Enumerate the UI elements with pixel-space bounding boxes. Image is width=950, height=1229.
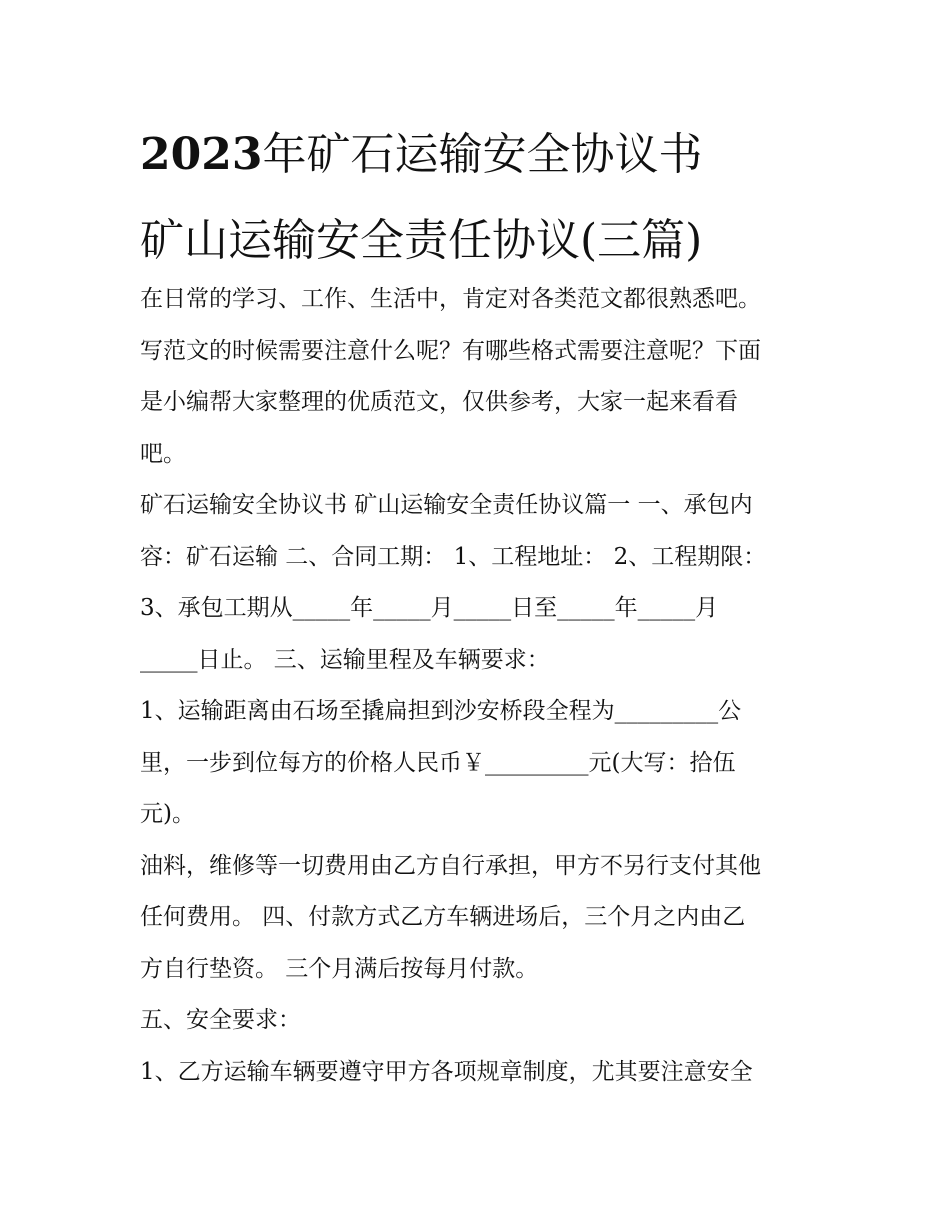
text-line: 油料，维修等一切费用由乙方自行承担，甲方不另行支付其他 [140,852,761,879]
text-line: 是小编帮大家整理的优质范文，仅供参考，大家一起来看看 [140,389,738,415]
title-year: 2023 [140,129,263,180]
paragraph-distance-price [140,686,816,841]
paragraph-safety-heading [140,995,816,1047]
document-title [140,112,820,284]
paragraph-costs-payment [140,841,816,996]
text-line: 方自行垫资。 三个月满后按每月付款。 [140,955,539,982]
text-line: 五、安全要求： [140,1007,301,1033]
text-line: 吧。 [140,440,186,467]
text-line: 里，一步到位每方的价格人民币￥_________元(大写：拾伍 [140,749,736,776]
paragraph-safety-item-1 [140,1047,816,1099]
text-line: 任何费用。 四、付款方式乙方车辆进场后，三个月之内由乙 [140,904,746,930]
text-line: 容：矿石运输 二、合同工期： 1、工程地址： 2、工程期限： [140,543,767,570]
text-line: 元)。 [140,801,195,827]
title-line-1-text: 年矿石运输安全协议书 [262,129,703,180]
text-line: 矿石运输安全协议书 矿山运输安全责任协议篇一 一、承包内 [140,492,753,518]
text-line: 1、运输距离由石场至撬扁担到沙安桥段全程为_________公 [140,698,742,724]
text-line: 3、承包工期从_____年_____月_____日至_____年_____月 [140,595,719,621]
text-line: 1、乙方运输车辆要遵守甲方各项规章制度，尤其要注意安全 [140,1058,753,1085]
title-line-2: 矿山运输安全责任协议(三篇) [140,215,703,266]
text-line: 在日常的学习、工作、生活中，肯定对各类范文都很熟悉吧。 [140,286,761,312]
paragraph-contract-scope [140,480,816,686]
title-line-1 [140,112,820,198]
paragraph-intro [140,274,816,480]
document-body [140,274,816,1098]
text-line: 写范文的时候需要注意什么呢？有哪些格式需要注意呢？下面 [140,337,761,364]
text-line: _____日止。 三、运输里程及车辆要求： [140,646,550,673]
